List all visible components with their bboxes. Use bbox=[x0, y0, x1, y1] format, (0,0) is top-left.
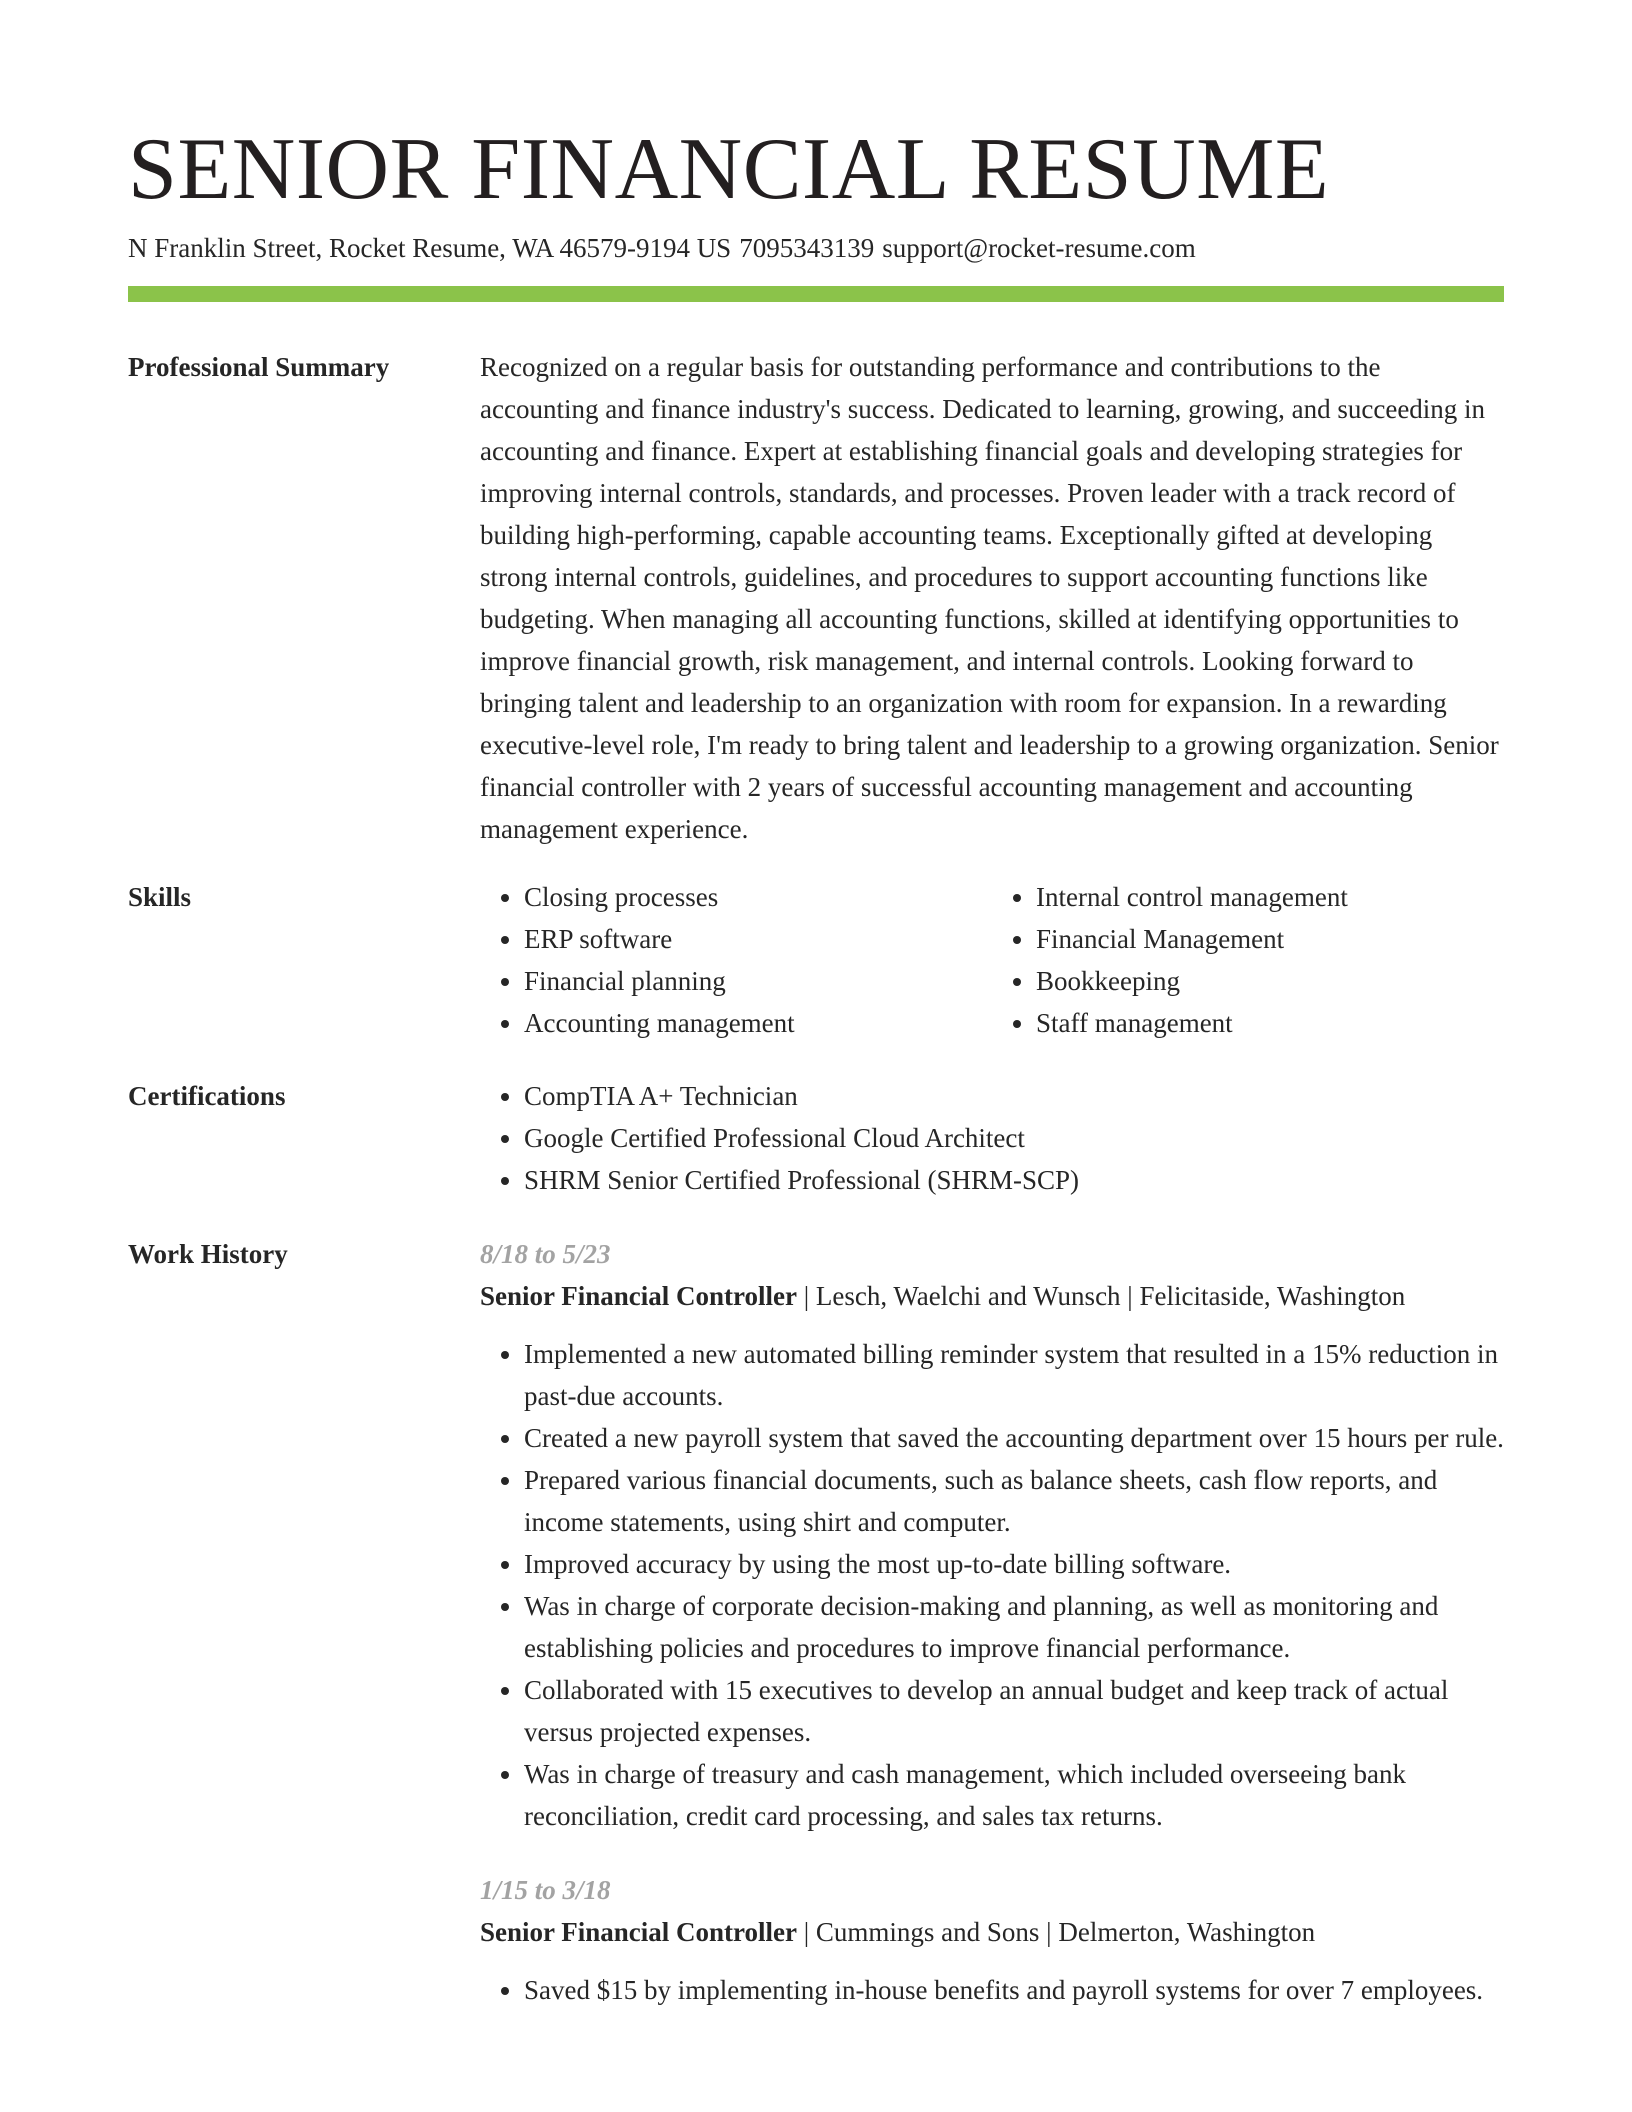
contact-line bbox=[128, 230, 1196, 266]
skill-item: • Closing processes bbox=[524, 876, 992, 918]
certifications-list bbox=[480, 1075, 1504, 1201]
job-entry bbox=[480, 1233, 1504, 1837]
skill-item: • Staff management bbox=[1036, 1002, 1504, 1044]
contact-email: support@rocket-resume.com bbox=[882, 233, 1196, 263]
certifications-body bbox=[480, 1075, 1504, 1201]
skill-item: • ERP software bbox=[524, 918, 992, 960]
job-bullet: • Improved accuracy by using the most up-to-date billing software. bbox=[524, 1543, 1504, 1585]
work-history-label: Work History bbox=[128, 1239, 288, 1269]
certifications-label: Certifications bbox=[128, 1081, 286, 1111]
job-responsibilities bbox=[480, 1969, 1504, 2011]
job-dates: 1/15 to 3/18 bbox=[480, 1875, 611, 1905]
job-title: Senior Financial Controller bbox=[480, 1281, 797, 1311]
job-entry bbox=[480, 1869, 1504, 2011]
job-bullet: • Saved $15 by implementing in-house benefits and payroll systems for over 7 employees. bbox=[524, 1969, 1504, 2011]
summary-body bbox=[480, 346, 1504, 850]
job-title: Senior Financial Controller bbox=[480, 1917, 797, 1947]
work-history-body bbox=[480, 1233, 1504, 2011]
job-company-location: | Lesch, Waelchi and Wunsch | Felicitaside, Washington bbox=[797, 1281, 1406, 1311]
summary-label: Professional Summary bbox=[128, 352, 390, 382]
job-bullet: • Collaborated with 15 executives to develop an annual budget and keep track of actual versus projected expenses. bbox=[524, 1669, 1504, 1753]
certification-item: • SHRM Senior Certified Professional (SHRM-SCP) bbox=[524, 1159, 1504, 1201]
skills-body bbox=[480, 876, 1504, 1044]
skills-column-right bbox=[992, 876, 1504, 1044]
skill-item: • Accounting management bbox=[524, 1002, 992, 1044]
job-heading bbox=[480, 1911, 1504, 1953]
certification-item: • Google Certified Professional Cloud Architect bbox=[524, 1117, 1504, 1159]
skill-item: • Financial planning bbox=[524, 960, 992, 1002]
skills-label: Skills bbox=[128, 882, 192, 912]
skill-item: • Internal control management bbox=[1036, 876, 1504, 918]
resume-title: SENIOR FINANCIAL RESUME bbox=[128, 121, 1330, 218]
skill-item: • Bookkeeping bbox=[1036, 960, 1504, 1002]
job-bullet: • Implemented a new automated billing reminder system that resulted in a 15% reduction in past-due accounts. bbox=[524, 1333, 1504, 1417]
job-bullet: • Prepared various financial documents, such as balance sheets, cash flow reports, and income statements, using shirt and computer. bbox=[524, 1459, 1504, 1543]
skill-item: • Financial Management bbox=[1036, 918, 1504, 960]
contact-phone: 7095343139 bbox=[739, 233, 875, 263]
contact-address: N Franklin Street, Rocket Resume, WA 46579-9194 US bbox=[128, 233, 732, 263]
job-heading bbox=[480, 1275, 1504, 1317]
summary-text: Recognized on a regular basis for outstanding performance and contributions to the accounting and finance industry's success. Dedicated to learning, growing, and succeeding in accounting and finance. Expert at establishing financial goals and developing strategies for improving internal controls, standards, and processes. Proven leader with a track record of building high-performing, capable accounting teams. Exceptionally gifted at developing strong internal controls, guidelines, and procedures to support accounting functions like budgeting. When managing all accounting functions, skilled at identifying opportunities to improve financial growth, risk management, and internal controls. Looking forward to bringing talent and leadership to an organization with room for expansion. In a rewarding executive-level role, I'm ready to bring talent and leadership to a growing organization. Senior financial controller with 2 years of successful accounting management and accounting management experience. bbox=[480, 352, 1499, 844]
skills-column-left bbox=[480, 876, 992, 1044]
job-bullet: • Was in charge of treasury and cash management, which included overseeing bank reconciliation, credit card processing, and sales tax returns. bbox=[524, 1753, 1504, 1837]
certification-item: • CompTIA A+ Technician bbox=[524, 1075, 1504, 1117]
job-dates: 8/18 to 5/23 bbox=[480, 1239, 611, 1269]
job-bullet: • Created a new payroll system that saved the accounting department over 15 hours per rule. bbox=[524, 1417, 1504, 1459]
job-bullet: • Was in charge of corporate decision-making and planning, as well as monitoring and establishing policies and procedures to improve financial performance. bbox=[524, 1585, 1504, 1669]
header-divider bbox=[128, 286, 1504, 302]
job-responsibilities bbox=[480, 1333, 1504, 1837]
job-company-location: | Cummings and Sons | Delmerton, Washington bbox=[797, 1917, 1316, 1947]
